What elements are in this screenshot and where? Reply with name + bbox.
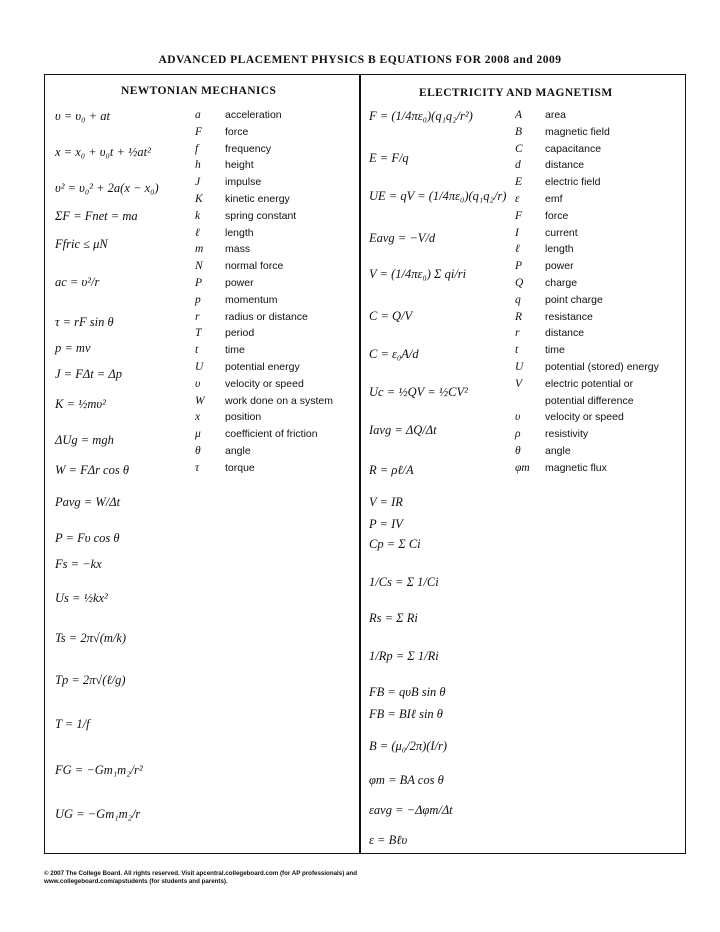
variable-symbol: N — [195, 260, 203, 273]
mechanics-variable-row — [195, 210, 296, 225]
mechanics-equation: P = Fυ cos θ — [55, 531, 120, 545]
mechanics-equation: p = mv — [55, 341, 91, 355]
electricity-equation: Rs = Σ Ri — [369, 611, 418, 625]
variable-meaning: velocity or speed — [545, 411, 624, 424]
mechanics-variable-row — [195, 378, 304, 393]
electricity-equation: Uc = ½QV = ½CV² — [369, 385, 468, 399]
variable-symbol: V — [515, 377, 523, 390]
variable-meaning: height — [225, 159, 254, 172]
variable-symbol: K — [195, 193, 203, 205]
variable-symbol: ρ — [515, 428, 521, 441]
mechanics-variable-row — [195, 445, 251, 460]
mechanics-variable-row — [195, 294, 278, 309]
mechanics-variable-row — [195, 411, 261, 426]
mechanics-equation: Ffric ≤ μN — [55, 237, 108, 251]
variable-symbol: a — [195, 109, 201, 121]
footer-line-2: www.collegeboard.com/apstudents (for students and parents). — [44, 878, 228, 885]
electricity-equation: Cp = Σ Ci — [369, 537, 421, 551]
mechanics-equation: ac = υ²/r — [55, 275, 100, 289]
mechanics-equation: W = FΔr cos θ — [55, 463, 129, 477]
electricity-variable-row — [515, 327, 584, 342]
page-title: ADVANCED PLACEMENT PHYSICS B EQUATIONS FOR 2008 and 2009 — [158, 54, 562, 66]
variable-symbol: θ — [515, 445, 521, 457]
electricity-variable-row — [515, 277, 577, 292]
electricity-equation: FB = BIℓ sin θ — [369, 707, 443, 721]
variable-symbol: ε — [515, 193, 520, 205]
variable-meaning: force — [545, 209, 569, 222]
variable-meaning: acceleration — [225, 109, 282, 121]
variable-symbol: C — [515, 142, 523, 155]
electricity-variable-row — [515, 395, 634, 410]
variable-meaning: magnetic field — [545, 125, 610, 138]
variable-meaning: time — [545, 344, 565, 357]
variable-symbol: h — [195, 159, 201, 172]
variable-meaning: distance — [545, 327, 585, 340]
mechanics-equation: Tp = 2π√(ℓ/g) — [55, 673, 126, 687]
mechanics-variable-row — [195, 243, 250, 258]
electricity-equation: C = ε₀A/d — [369, 347, 419, 361]
variable-meaning: kinetic energy — [225, 193, 290, 205]
electricity-variable-row — [515, 462, 607, 477]
variable-meaning: area — [545, 109, 567, 121]
electricity-variable-row — [515, 378, 633, 393]
variable-symbol: d — [515, 159, 521, 172]
variable-meaning: frequency — [225, 142, 272, 155]
variable-symbol: P — [195, 277, 203, 289]
electricity-variable-row — [515, 411, 624, 426]
variable-symbol: Q — [515, 277, 524, 289]
equation-table — [44, 74, 686, 854]
mechanics-variable-row — [195, 176, 261, 191]
electricity-equation: Eavg = −V/d — [369, 231, 436, 245]
variable-symbol: ℓ — [195, 226, 200, 239]
column-divider — [359, 75, 361, 853]
variable-symbol: υ — [515, 411, 521, 424]
electricity-equation: FB = qυB sin θ — [369, 685, 446, 699]
variable-symbol: x — [195, 411, 201, 424]
electricity-equation: 1/Cs = Σ 1/Ci — [369, 575, 439, 589]
mechanics-equation: ΔUg = mgh — [55, 433, 114, 447]
variable-symbol: q — [515, 293, 521, 306]
variable-symbol: T — [195, 327, 202, 340]
variable-meaning: radius or distance — [225, 310, 308, 323]
electricity-equation: P = IV — [369, 517, 403, 531]
variable-meaning: angle — [225, 445, 251, 457]
variable-meaning: position — [225, 411, 262, 424]
mechanics-variable-row — [195, 395, 333, 410]
variable-meaning: impulse — [225, 176, 262, 189]
mechanics-equation: FG = −Gm₁m₂/r² — [55, 763, 143, 777]
variable-meaning: potential (stored) energy — [545, 361, 659, 373]
mechanics-equation: UG = −Gm₁m₂/r — [55, 807, 141, 821]
mechanics-variable-row — [195, 143, 271, 158]
variable-meaning: resistance — [545, 310, 593, 323]
electricity-variable-row — [515, 176, 600, 191]
mechanics-variable-row — [195, 260, 283, 275]
variable-symbol: A — [515, 109, 523, 121]
electricity-variable-row — [515, 126, 610, 141]
variable-meaning: period — [225, 327, 255, 340]
variable-meaning: charge — [545, 277, 578, 289]
electricity-equation: Iavg = ΔQ/Δt — [369, 423, 437, 437]
electricity-variable-row — [515, 260, 574, 275]
electricity-heading: ELECTRICITY AND MAGNETISM — [419, 87, 613, 99]
footer-line-1: © 2007 The College Board. All rights reserved. Visit apcentral.collegeboard.com (for AP professionals) and — [44, 870, 357, 877]
electricity-variable-row — [515, 344, 565, 359]
electricity-variable-row — [515, 227, 578, 242]
variable-symbol: F — [195, 125, 203, 138]
variable-symbol: ℓ — [515, 243, 520, 256]
mechanics-variable-row — [195, 327, 254, 342]
electricity-variable-row — [515, 361, 659, 376]
mechanics-equation: ΣF = Fnet = ma — [55, 209, 138, 223]
mechanics-equation: Ts = 2π√(m/k) — [55, 631, 127, 645]
variable-meaning: mass — [225, 243, 251, 256]
electricity-equation: V = (1/4πε₀) Σ qi/ri — [369, 267, 467, 281]
variable-symbol: t — [515, 344, 519, 357]
electricity-variable-row — [515, 109, 566, 124]
variable-meaning: force — [225, 125, 249, 138]
variable-meaning: time — [225, 344, 245, 357]
electricity-equation: φm = BA cos θ — [369, 773, 444, 787]
mechanics-variable-row — [195, 277, 254, 292]
variable-meaning: normal force — [225, 260, 284, 273]
variable-symbol: k — [195, 209, 201, 222]
variable-meaning: power — [225, 277, 254, 289]
variable-meaning: current — [545, 226, 578, 239]
variable-symbol: m — [195, 243, 204, 256]
mechanics-equation: Pavg = W/Δt — [55, 495, 121, 509]
electricity-equation: B = (μ₀/2π)(I/r) — [369, 739, 448, 753]
mechanics-equation: υ = υ₀ + at — [55, 109, 110, 123]
variable-meaning: capacitance — [545, 142, 602, 155]
variable-symbol: U — [195, 361, 204, 373]
variable-symbol: I — [515, 226, 519, 239]
variable-symbol: B — [515, 125, 523, 138]
mechanics-variable-row — [195, 462, 255, 477]
mechanics-equation: K = ½mυ² — [55, 397, 106, 411]
variable-meaning: power — [545, 260, 574, 273]
mechanics-variable-row — [195, 159, 254, 174]
electricity-variable-row — [515, 243, 574, 258]
electricity-variable-row — [515, 143, 601, 158]
electricity-equation: F = (1/4πε₀)(q₁q₂/r²) — [369, 109, 473, 123]
variable-symbol: P — [515, 260, 523, 273]
mechanics-variable-row — [195, 428, 318, 443]
variable-symbol: υ — [195, 377, 201, 390]
variable-symbol: t — [195, 344, 199, 357]
variable-symbol: W — [195, 394, 205, 407]
mechanics-variable-row — [195, 344, 245, 359]
variable-symbol: τ — [195, 461, 200, 474]
variable-meaning: point charge — [545, 293, 603, 306]
variable-meaning: coefficient of friction — [225, 428, 318, 441]
mechanics-equation: J = FΔt = Δp — [55, 367, 122, 381]
mechanics-heading: NEWTONIAN MECHANICS — [121, 85, 277, 97]
variable-symbol: r — [195, 310, 200, 323]
electricity-equation: C = Q/V — [369, 309, 413, 323]
electricity-variable-row — [515, 210, 568, 225]
electricity-variable-row — [515, 428, 588, 443]
electricity-variable-row — [515, 193, 563, 208]
variable-meaning: torque — [225, 461, 255, 474]
electricity-variable-row — [515, 311, 593, 326]
variable-symbol: r — [515, 327, 520, 340]
variable-symbol: U — [515, 361, 524, 373]
variable-symbol: F — [515, 209, 523, 222]
mechanics-equation: T = 1/f — [55, 717, 90, 731]
mechanics-variable-row — [195, 227, 254, 242]
electricity-variable-row — [515, 445, 571, 460]
variable-meaning: resistivity — [545, 428, 589, 441]
mechanics-equation: x = x₀ + υ₀t + ½at² — [55, 145, 151, 159]
variable-meaning: electric field — [545, 176, 601, 189]
electricity-equation: R = ρℓ/A — [369, 463, 414, 477]
variable-meaning: velocity or speed — [225, 377, 304, 390]
mechanics-variable-row — [195, 311, 308, 326]
electricity-equation: εavg = −Δφm/Δt — [369, 803, 453, 817]
variable-symbol: μ — [195, 428, 201, 441]
copyright-footer — [44, 870, 444, 886]
variable-symbol: J — [195, 176, 201, 189]
electricity-equation: E = F/q — [369, 151, 409, 165]
mechanics-equation: τ = rF sin θ — [55, 315, 114, 329]
variable-meaning: distance — [545, 159, 585, 172]
variable-meaning: length — [545, 243, 574, 256]
variable-symbol: φm — [515, 461, 530, 474]
electricity-equation: UE = qV = (1/4πε₀)(q₁q₂/r) — [369, 189, 507, 203]
mechanics-variable-row — [195, 126, 248, 141]
variable-symbol: f — [195, 142, 199, 155]
variable-meaning: spring constant — [225, 209, 297, 222]
mechanics-equation: υ² = υ₀² + 2a(x − x₀) — [55, 181, 159, 195]
variable-symbol: E — [515, 176, 523, 189]
electricity-variable-row — [515, 294, 603, 309]
variable-meaning: angle — [545, 445, 571, 457]
variable-meaning: work done on a system — [225, 394, 333, 407]
variable-meaning: momentum — [225, 293, 278, 306]
variable-meaning: length — [225, 226, 254, 239]
variable-symbol: θ — [195, 445, 201, 457]
variable-meaning: emf — [545, 193, 563, 205]
variable-symbol: R — [515, 310, 523, 323]
mechanics-equation: Us = ½kx² — [55, 591, 108, 605]
electricity-equation: V = IR — [369, 495, 403, 509]
variable-symbol: p — [195, 293, 201, 306]
variable-meaning: potential energy — [225, 361, 300, 373]
electricity-equation: ε = Bℓυ — [369, 833, 408, 847]
variable-meaning: potential difference — [545, 394, 634, 407]
mechanics-equation: Fs = −kx — [55, 557, 102, 571]
variable-meaning: electric potential or — [545, 377, 634, 390]
mechanics-variable-row — [195, 361, 300, 376]
electricity-equation: 1/Rp = Σ 1/Ri — [369, 649, 439, 663]
mechanics-variable-row — [195, 193, 290, 208]
variable-meaning: magnetic flux — [545, 461, 607, 474]
mechanics-variable-row — [195, 109, 282, 124]
electricity-variable-row — [515, 159, 584, 174]
